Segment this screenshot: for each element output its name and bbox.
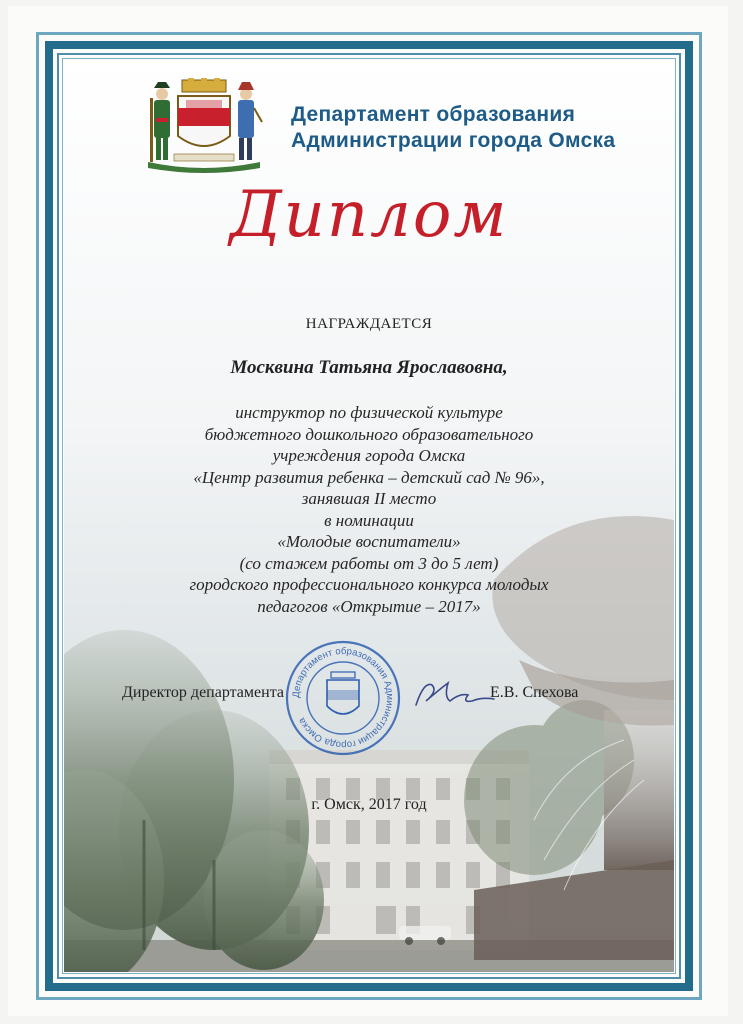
department-line-2: Администрации города Омска	[291, 129, 616, 152]
omsk-coat-of-arms-icon	[144, 78, 264, 174]
award-description	[64, 402, 674, 617]
description-line: учреждения города Омска	[272, 446, 466, 465]
description-line: занявшая II место	[301, 489, 437, 508]
awarded-label: НАГРАЖДАЕТСЯ	[305, 316, 433, 332]
description-line: городского профессионального конкурса молодых	[189, 575, 549, 594]
handwritten-signature-icon	[410, 675, 500, 715]
description-line: в номинации	[324, 510, 414, 530]
svg-text:Департамент образования Админи: Департамент образования Администрации города Омска	[290, 645, 396, 751]
description-line: инструктор по физической культуре	[235, 403, 503, 422]
description-line: педагогов «Открытие – 2017»	[257, 596, 481, 616]
signer-position: Директор департамента	[122, 684, 284, 701]
place-and-date: г. Омск, 2017 год	[311, 796, 427, 813]
description-line: (со стажем работы от 3 до 5 лет)	[239, 553, 499, 573]
description-line: «Молодые воспитатели»	[277, 532, 461, 551]
department-name	[291, 102, 615, 154]
certificate-title: Диплом	[229, 178, 509, 252]
department-line-1: Департамент образования	[291, 103, 576, 126]
certificate-sheet	[8, 6, 728, 1016]
official-stamp-icon	[283, 638, 403, 758]
description-line: «Центр развития ребенка – детский сад № 96»,	[193, 467, 545, 487]
certificate-content	[64, 60, 674, 972]
signer-name: Е.В. Спехова	[490, 684, 579, 701]
description-line: бюджетного дошкольного образовательного	[204, 424, 534, 444]
recipient-name: Москвина Татьяна Ярославовна,	[230, 357, 508, 378]
